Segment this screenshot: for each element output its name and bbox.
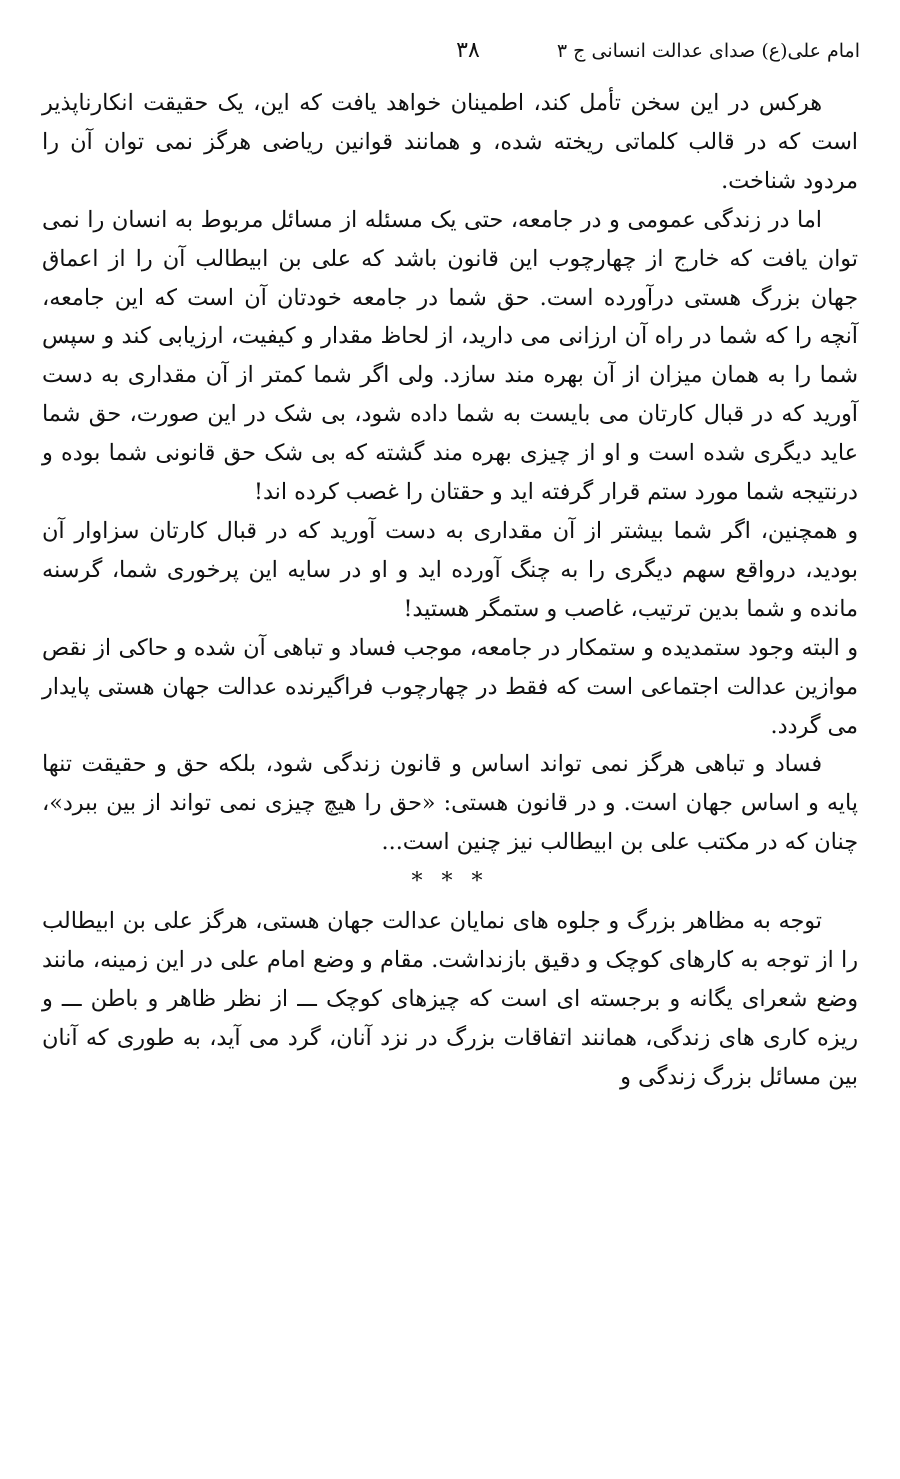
page-header — [40, 34, 860, 68]
paragraph-3: و همچنین، اگر شما بیشتر از آن مقداری به دست آورید که در قبال کارتان سزاوار آن بودید، درواقع سهم دیگری را به چنگ آورده اید و او در سایه این پرخوری شما، گرسنه مانده و شما بدین ترتیب، غاصب و ستمگر هستید! — [42, 517, 858, 622]
paragraph-5: فساد و تباهی هرگز نمی تواند اساس و قانون زندگی شود، بلکه حق و حقیقت تنها پایه و اساس جهان است. و در قانون هستی: «حق را هیچ چیزی نمی تواند از بین ببرد»، چنان که در مکتب علی بن ابیطالب نیز چنین است... — [42, 751, 858, 856]
paragraph-4: و البته وجود ستمدیده و ستمکار در جامعه، موجب فساد و تباهی آن شده و حاکی از نقص موازین عدالت اجتماعی است که فقط در چهارچوب فراگیرنده عدالت جهان هستی پایدار می گردد. — [42, 634, 858, 739]
body-text — [42, 84, 858, 1097]
section-separator: * * * — [411, 869, 489, 895]
running-title: امام علی(ع) صدای عدالت انسانی ج ۳ — [556, 40, 860, 62]
page-number: ۳۸ — [456, 38, 480, 63]
paragraph-2: اما در زندگی عمومی و در جامعه، حتی یک مسئله از مسائل مربوط به انسان را نمی توان یافت که خارج از چهارچوب این قانون باشد که علی بن ابیطالب آن را از اعماق جهان بزرگ هستی درآورده است. حق شما در جامعه خودتان آن است که این جامعه، آنچه را که شما در راه آن ارزانی می دارید، از لحاظ مقدار و کیفیت، ارزیابی کند و سپس شما را به همان میزان از آن بهره مند سازد. ولی اگر شما کمتر از آن مقداری به دست آورید که در قبال کارتان می بایست به شما داده شود، بی شک در این صورت، حق شما عاید دیگری شده است و او از چیزی بهره مند گشته که بی شک حق قانونی شما بوده و درنتیجه شما مورد ستم قرار گرفته اید و حقتان را غصب کرده اند! — [42, 206, 858, 506]
paragraph-1: هرکس در این سخن تأمل کند، اطمینان خواهد یافت که این، یک حقیقت انکارناپذیر است که در قالب کلماتی ریخته شده، و همانند قوانین ریاضی هرگز نمی توان آن را مردود شناخت. — [42, 90, 858, 194]
paragraph-6: توجه به مظاهر بزرگ و جلوه های نمایان عدالت جهان هستی، هرگز علی بن ابیطالب را از توجه به کارهای کوچک و دقیق بازنداشت. مقام و وضع امام علی در این زمینه، مانند وضع شعرای یگانه و برجسته ای است که چیزهای کوچک ـــ از نظر ظاهر و باطن ـــ و ریزه کاری های زندگی، همانند اتفاقات بزرگ در نزد آنان، گرد می آید، به طوری که آنان بین مسائل بزرگ زندگی و — [42, 908, 858, 1090]
